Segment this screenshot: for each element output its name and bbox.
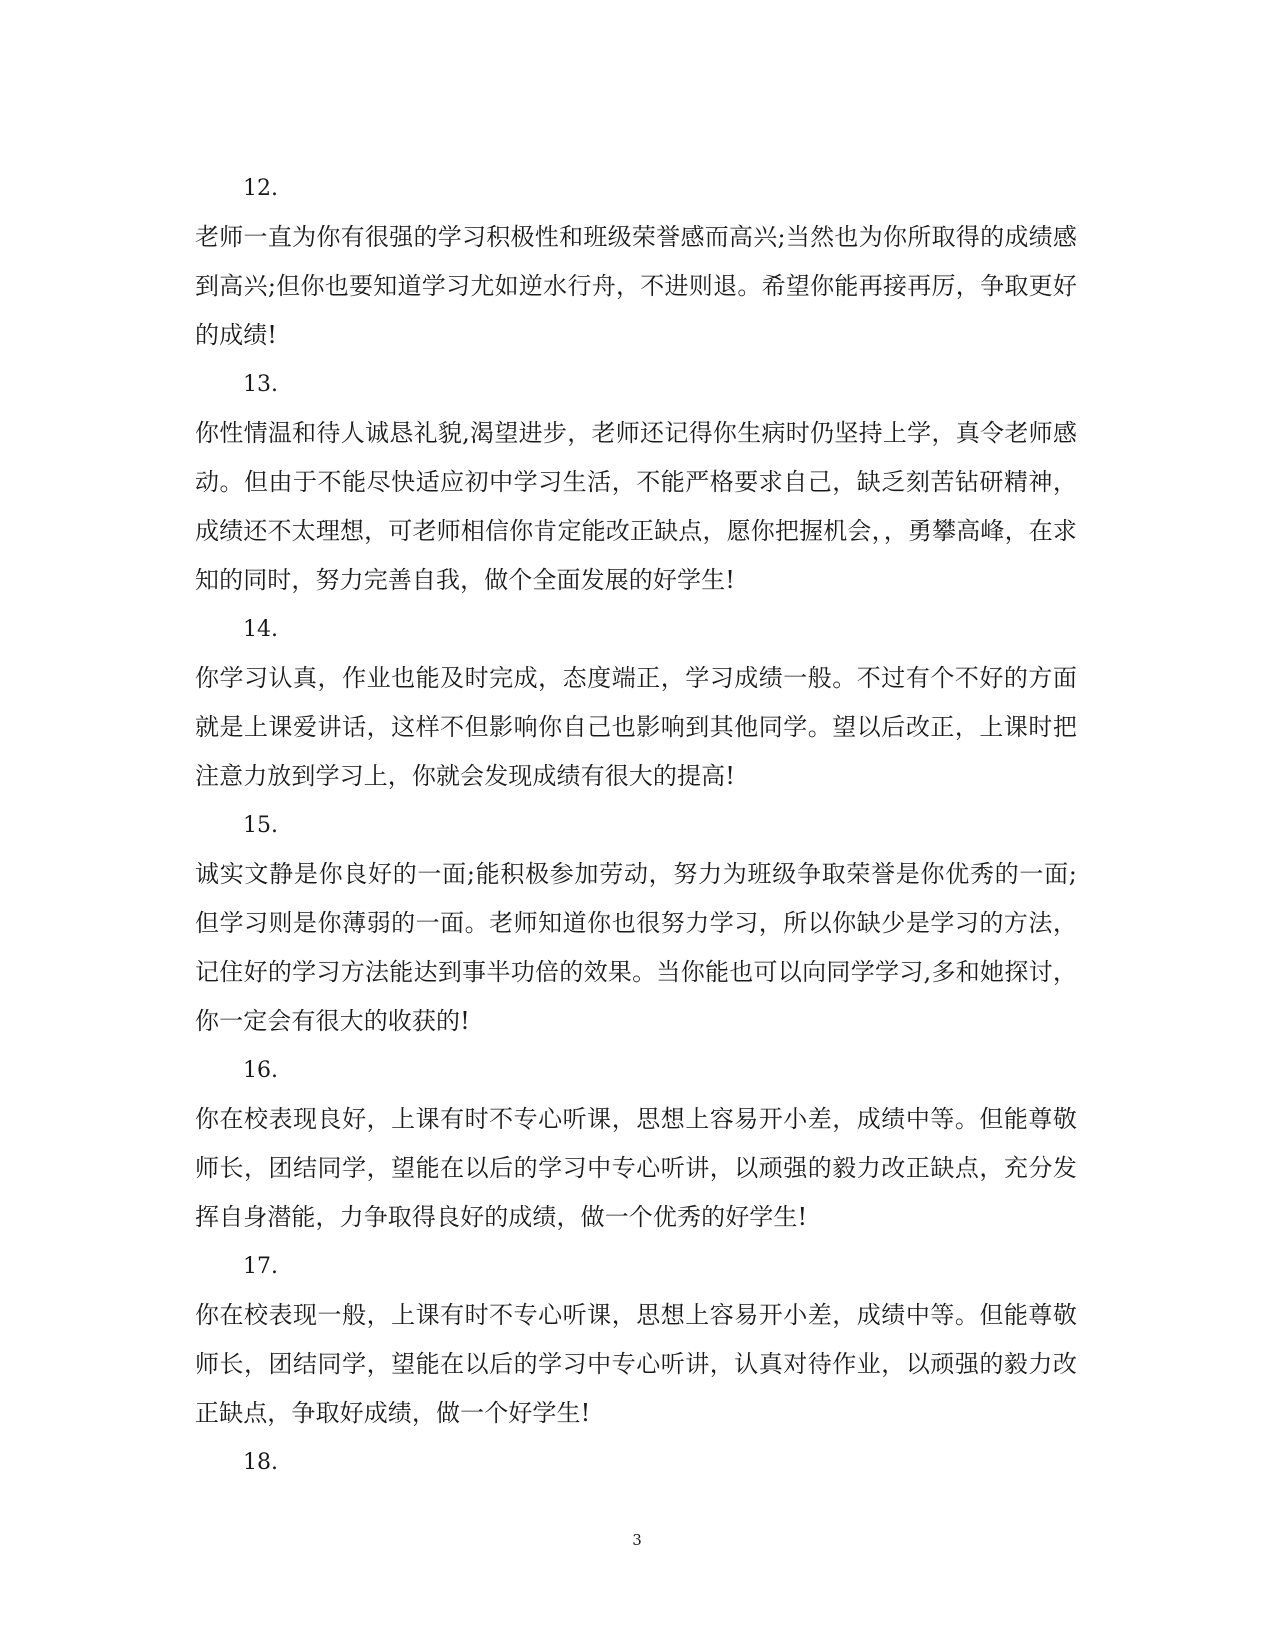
entry-number: 15. xyxy=(243,813,278,838)
page-number: 3 xyxy=(632,1531,642,1549)
document-body xyxy=(195,164,1077,1487)
entry-text: 诚实文静是你良好的一面;能积极参加劳动，努力为班级争取荣誉是你优秀的一面;但学习则是你薄弱的一面。老师知道你也很努力学习，所以你缺少是学习的方法，记住好的学习方法能达到事半功倍的效果。当你能也可以向同学学习,多和她探讨，你一定会有很大的收获的! xyxy=(195,860,1077,1035)
entry-text: 你在校表现良好，上课有时不专心听课，思想上容易开小差，成绩中等。但能尊敬师长，团结同学，望能在以后的学习中专心听讲，以顽强的毅力改正缺点，充分发挥自身潜能，力争取得良好的成绩，做一个优秀的好学生! xyxy=(195,1105,1077,1231)
entry-text: 老师一直为你有很强的学习积极性和班级荣誉感而高兴;当然也为你所取得的成绩感到高兴;但你也要知道学习尤如逆水行舟，不进则退。希望你能再接再厉，争取更好的成绩! xyxy=(195,223,1077,349)
entry-text: 你性情温和待人诚恳礼貌,渴望进步，老师还记得你生病时仍坚持上学，真令老师感动。但由于不能尽快适应初中学习生活，不能严格要求自己，缺乏刻苦钻研精神，成绩还不太理想，可老师相信你肯定能改正缺点，愿你把握机会，，勇攀高峰，在求知的同时，努力完善自我，做个全面发展的好学生! xyxy=(195,419,1077,594)
entry-number: 17. xyxy=(243,1254,278,1279)
entry-text: 你在校表现一般，上课有时不专心听课，思想上容易开小差，成绩中等。但能尊敬师长，团结同学，望能在以后的学习中专心听讲，认真对待作业，以顽强的毅力改正缺点，争取好成绩，做一个好学生! xyxy=(195,1301,1077,1427)
entry-number: 16. xyxy=(243,1058,278,1083)
entry-number: 14. xyxy=(243,617,278,642)
entry-number: 18. xyxy=(243,1450,278,1475)
entry-number: 13. xyxy=(243,372,278,397)
entry-number: 12. xyxy=(243,176,278,201)
entry-text: 你学习认真，作业也能及时完成，态度端正，学习成绩一般。不过有个不好的方面就是上课爱讲话，这样不但影响你自己也影响到其他同学。望以后改正，上课时把注意力放到学习上，你就会发现成绩有很大的提高! xyxy=(195,664,1077,790)
